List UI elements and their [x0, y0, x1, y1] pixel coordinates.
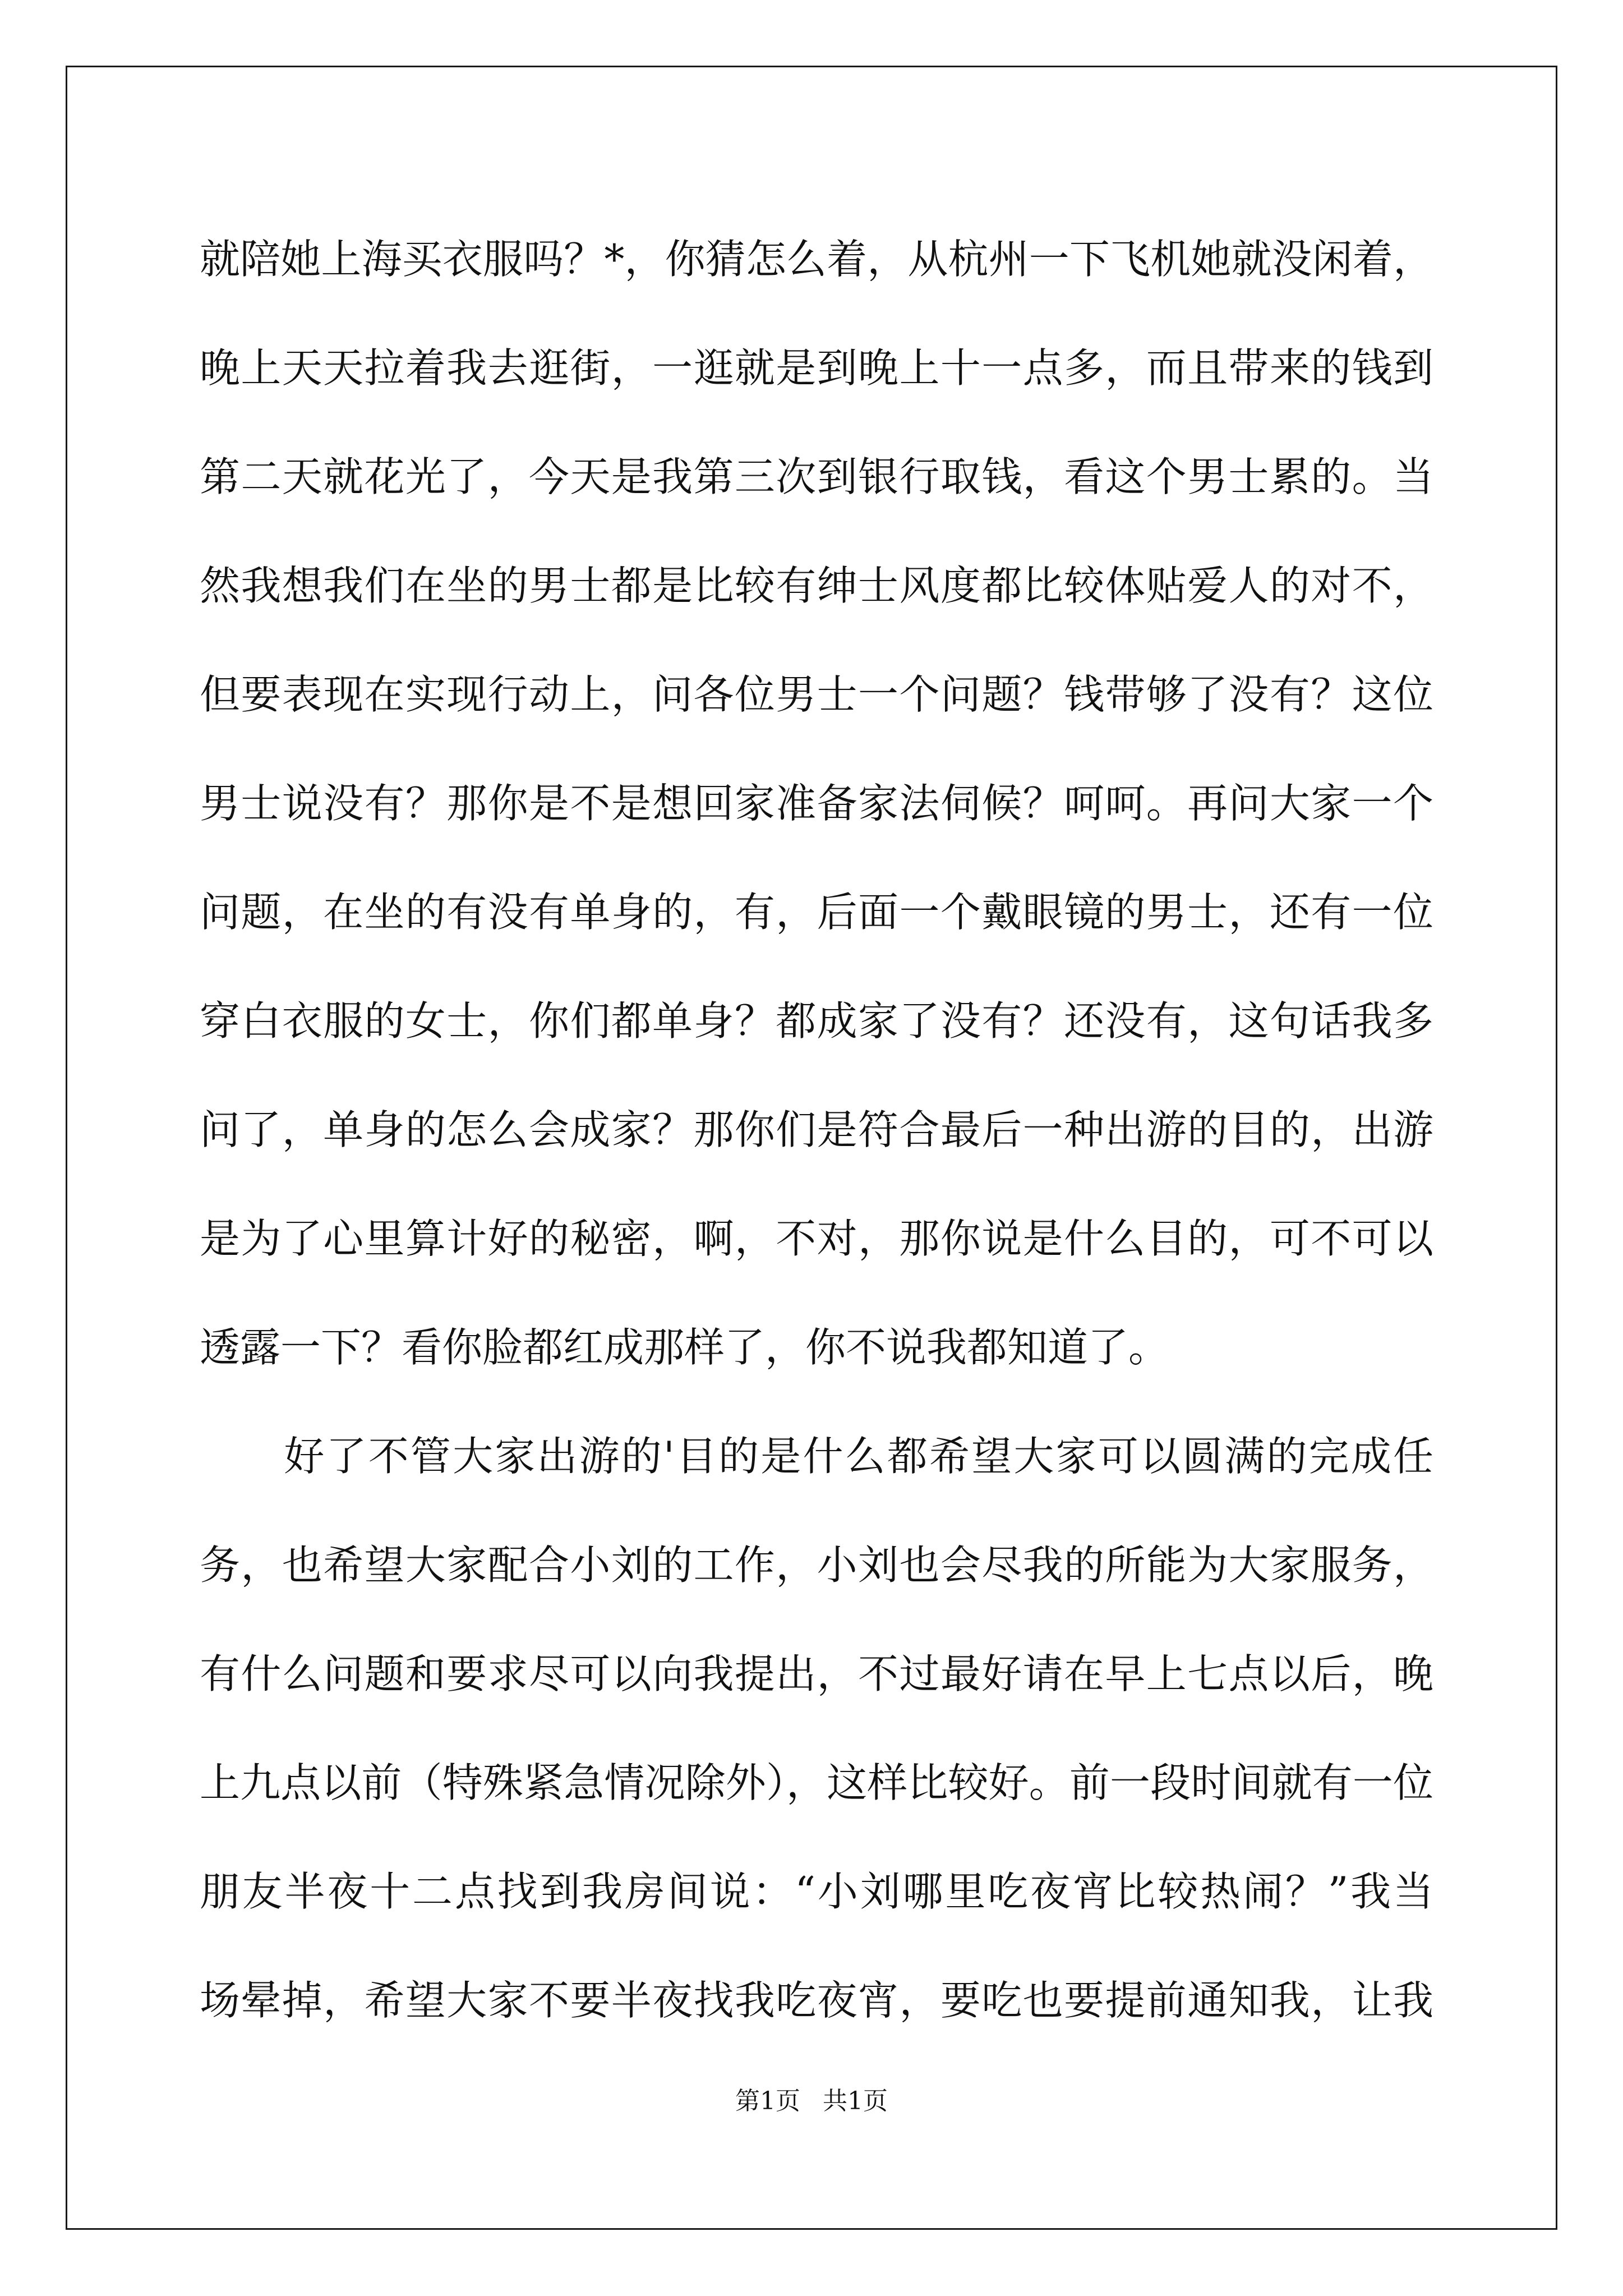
body-line-paragraph-end: 透露一下？看你脸都红成那样了，你不说我都知道了。	[200, 1324, 1169, 1371]
body-line: 上九点以前（特殊紧急情况除外），这样比较好。前一段时间就有一位	[200, 1759, 1433, 1806]
body-line: 晚上天天拉着我去逛街，一逛就是到晚上十一点多，而且带来的钱到	[200, 344, 1433, 392]
body-line: 问了，单身的怎么会成家？那你们是符合最后一种出游的目的，出游	[200, 1106, 1433, 1153]
document-body	[200, 205, 1433, 2055]
body-line: 男士说没有？那你是不是想回家准备家法伺候？呵呵。再问大家一个	[200, 780, 1433, 827]
body-line-paragraph-start: 好了不管大家出游的'目的是什么都希望大家可以圆满的完成任	[200, 1433, 1433, 1480]
body-line: 然我想我们在坐的男士都是比较有绅士风度都比较体贴爱人的对不，	[200, 562, 1433, 609]
body-line: 第二天就花光了，今天是我第三次到银行取钱，看这个男士累的。当	[200, 453, 1433, 500]
body-line: 就陪她上海买衣服吗？*，你猜怎么着，从杭州一下飞机她就没闲着，	[200, 236, 1433, 283]
body-line: 是为了心里算计好的秘密，啊，不对，那你说是什么目的，可不可以	[200, 1215, 1433, 1262]
body-line: 务，也希望大家配合小刘的工作，小刘也会尽我的所能为大家服务，	[200, 1542, 1433, 1589]
page-number: 第1页	[735, 2087, 800, 2115]
body-line: 穿白衣服的女士，你们都单身？都成家了没有？还没有，这句话我多	[200, 997, 1433, 1045]
body-line: 场晕掉，希望大家不要半夜找我吃夜宵，要吃也要提前通知我，让我	[200, 1977, 1433, 2024]
body-line: 但要表现在实现行动上，问各位男士一个问题？钱带够了没有？这位	[200, 671, 1433, 718]
body-line: 有什么问题和要求尽可以向我提出，不过最好请在早上七点以后，晚	[200, 1650, 1433, 1697]
body-line: 问题，在坐的有没有单身的，有，后面一个戴眼镜的男士，还有一位	[200, 889, 1433, 936]
body-line: 朋友半夜十二点找到我房间说：“小刘哪里吃夜宵比较热闹？”我当	[200, 1868, 1433, 1915]
page-total: 共1页	[823, 2087, 888, 2115]
page-footer	[0, 2085, 1623, 2118]
